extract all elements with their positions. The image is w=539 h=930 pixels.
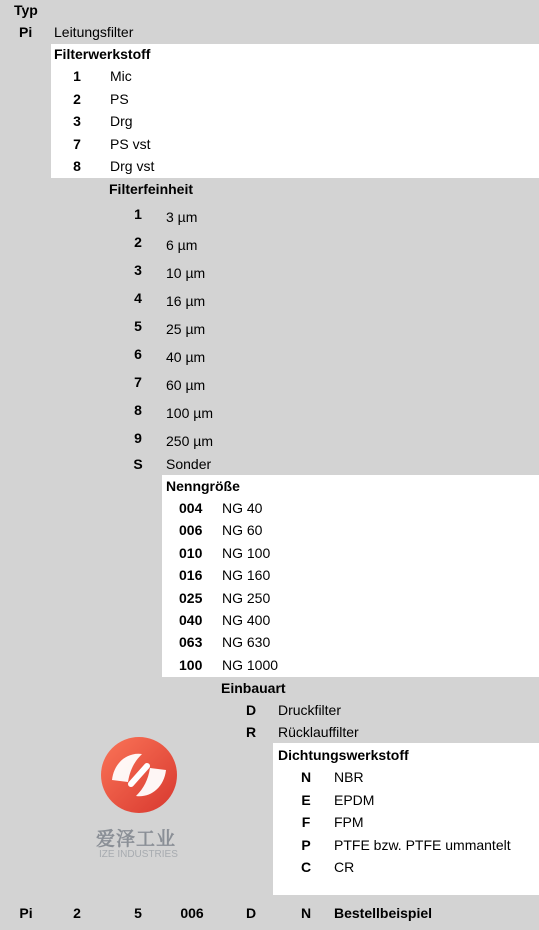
einbauart-code: D — [245, 702, 257, 718]
filterwerkstoff-code: 8 — [73, 158, 81, 174]
watermark-english: IZE INDUSTRIES — [99, 849, 178, 860]
einbauart-label: Druckfilter — [278, 702, 342, 718]
filterwerkstoff-code: 3 — [73, 113, 81, 129]
filterfeinheit-title: Filterfeinheit — [109, 181, 194, 197]
einbauart-title: Einbauart — [221, 680, 286, 696]
dichtungswerkstoff-label: FPM — [334, 814, 364, 830]
einbauart-column — [217, 743, 273, 895]
dichtungswerkstoff-title: Dichtungswerkstoff — [278, 747, 409, 763]
filterwerkstoff-label: Drg vst — [110, 158, 155, 174]
typ-column — [0, 44, 51, 895]
dichtungswerkstoff-label: PTFE bzw. PTFE ummantelt — [334, 837, 511, 853]
filterwerkstoff-label: PS vst — [110, 136, 151, 152]
dichtungswerkstoff-code: P — [301, 837, 311, 853]
filterfeinheit-code: 5 — [134, 318, 142, 334]
filterwerkstoff-column — [51, 178, 104, 895]
dichtungswerkstoff-code: N — [300, 769, 312, 785]
dichtungswerkstoff-label: CR — [334, 859, 355, 875]
filterfeinheit-code: 8 — [134, 402, 142, 418]
filterfeinheit-code: 4 — [134, 290, 142, 306]
filterfeinheit-code: 1 — [134, 206, 142, 222]
nenngroesse-code: 040 — [179, 612, 203, 628]
bestellbeispiel-code-nenngroesse: 006 — [180, 905, 204, 921]
filterfeinheit-label: 6 µm — [166, 237, 198, 253]
watermark-chinese: 爱泽工业 — [96, 829, 177, 850]
nenngroesse-label: NG 160 — [222, 567, 271, 583]
filterfeinheit-label: 10 µm — [166, 265, 206, 281]
filterfeinheit-label: 40 µm — [166, 349, 206, 365]
dichtungswerkstoff-code: F — [301, 814, 311, 830]
filterfeinheit-label: 16 µm — [166, 293, 206, 309]
nenngroesse-title: Nenngröße — [166, 478, 240, 494]
bestellbeispiel-code-filterwerkstoff: 2 — [73, 905, 81, 921]
typ-header: Typ — [14, 2, 38, 18]
filterwerkstoff-title: Filterwerkstoff — [54, 46, 151, 62]
bestellbeispiel-code-einbauart: D — [245, 905, 257, 921]
dichtungswerkstoff-code: E — [301, 792, 311, 808]
filterwerkstoff-code: 1 — [73, 68, 81, 84]
bestellbeispiel-code-typ: Pi — [19, 905, 33, 921]
typ-code: Pi — [19, 24, 33, 40]
dichtungswerkstoff-label: EPDM — [334, 792, 375, 808]
dichtungswerkstoff-label: NBR — [334, 769, 364, 785]
nenngroesse-label: NG 40 — [222, 500, 263, 516]
typ-label: Leitungsfilter — [54, 24, 134, 40]
filterwerkstoff-label: PS — [110, 91, 129, 107]
nenngroesse-code: 006 — [179, 522, 203, 538]
nenngroesse-code: 010 — [179, 545, 203, 561]
einbauart-label: Rücklauffilter — [278, 724, 359, 740]
filterfeinheit-label: 60 µm — [166, 377, 206, 393]
filterfeinheit-code: 6 — [134, 346, 142, 362]
nenngroesse-label: NG 400 — [222, 612, 271, 628]
filterfeinheit-label: 25 µm — [166, 321, 206, 337]
filterfeinheit-code: 3 — [134, 262, 142, 278]
filterfeinheit-code: 9 — [134, 430, 142, 446]
filterwerkstoff-label: Drg — [110, 113, 133, 129]
nenngroesse-code: 004 — [179, 500, 203, 516]
bestellbeispiel-code-dichtungswerkstoff: N — [300, 905, 312, 921]
nenngroesse-label: NG 60 — [222, 522, 263, 538]
filterfeinheit-code: 7 — [134, 374, 142, 390]
nenngroesse-label: NG 1000 — [222, 657, 279, 673]
filterfeinheit-label: Sonder — [166, 456, 212, 472]
einbauart-code: R — [245, 724, 257, 740]
bestellbeispiel-code-filterfeinheit: 5 — [134, 905, 142, 921]
nenngroesse-code: 025 — [179, 590, 203, 606]
ize-logo-icon — [98, 734, 180, 816]
filterwerkstoff-code: 2 — [73, 91, 81, 107]
filterfeinheit-label: 3 µm — [166, 209, 198, 225]
nenngroesse-label: NG 100 — [222, 545, 271, 561]
dichtungswerkstoff-code: C — [300, 859, 312, 875]
filterfeinheit-code: S — [133, 456, 143, 472]
nenngroesse-code: 100 — [179, 657, 203, 673]
filterfeinheit-label: 250 µm — [166, 433, 213, 449]
nenngroesse-label: NG 630 — [222, 634, 271, 650]
filterfeinheit-label: 100 µm — [166, 405, 213, 421]
nenngroesse-label: NG 250 — [222, 590, 271, 606]
filterwerkstoff-code: 7 — [73, 136, 81, 152]
filterwerkstoff-label: Mic — [110, 68, 132, 84]
bestellbeispiel-label: Bestellbeispiel — [334, 905, 433, 921]
nenngroesse-code: 016 — [179, 567, 203, 583]
filterfeinheit-code: 2 — [134, 234, 142, 250]
nenngroesse-code: 063 — [179, 634, 203, 650]
